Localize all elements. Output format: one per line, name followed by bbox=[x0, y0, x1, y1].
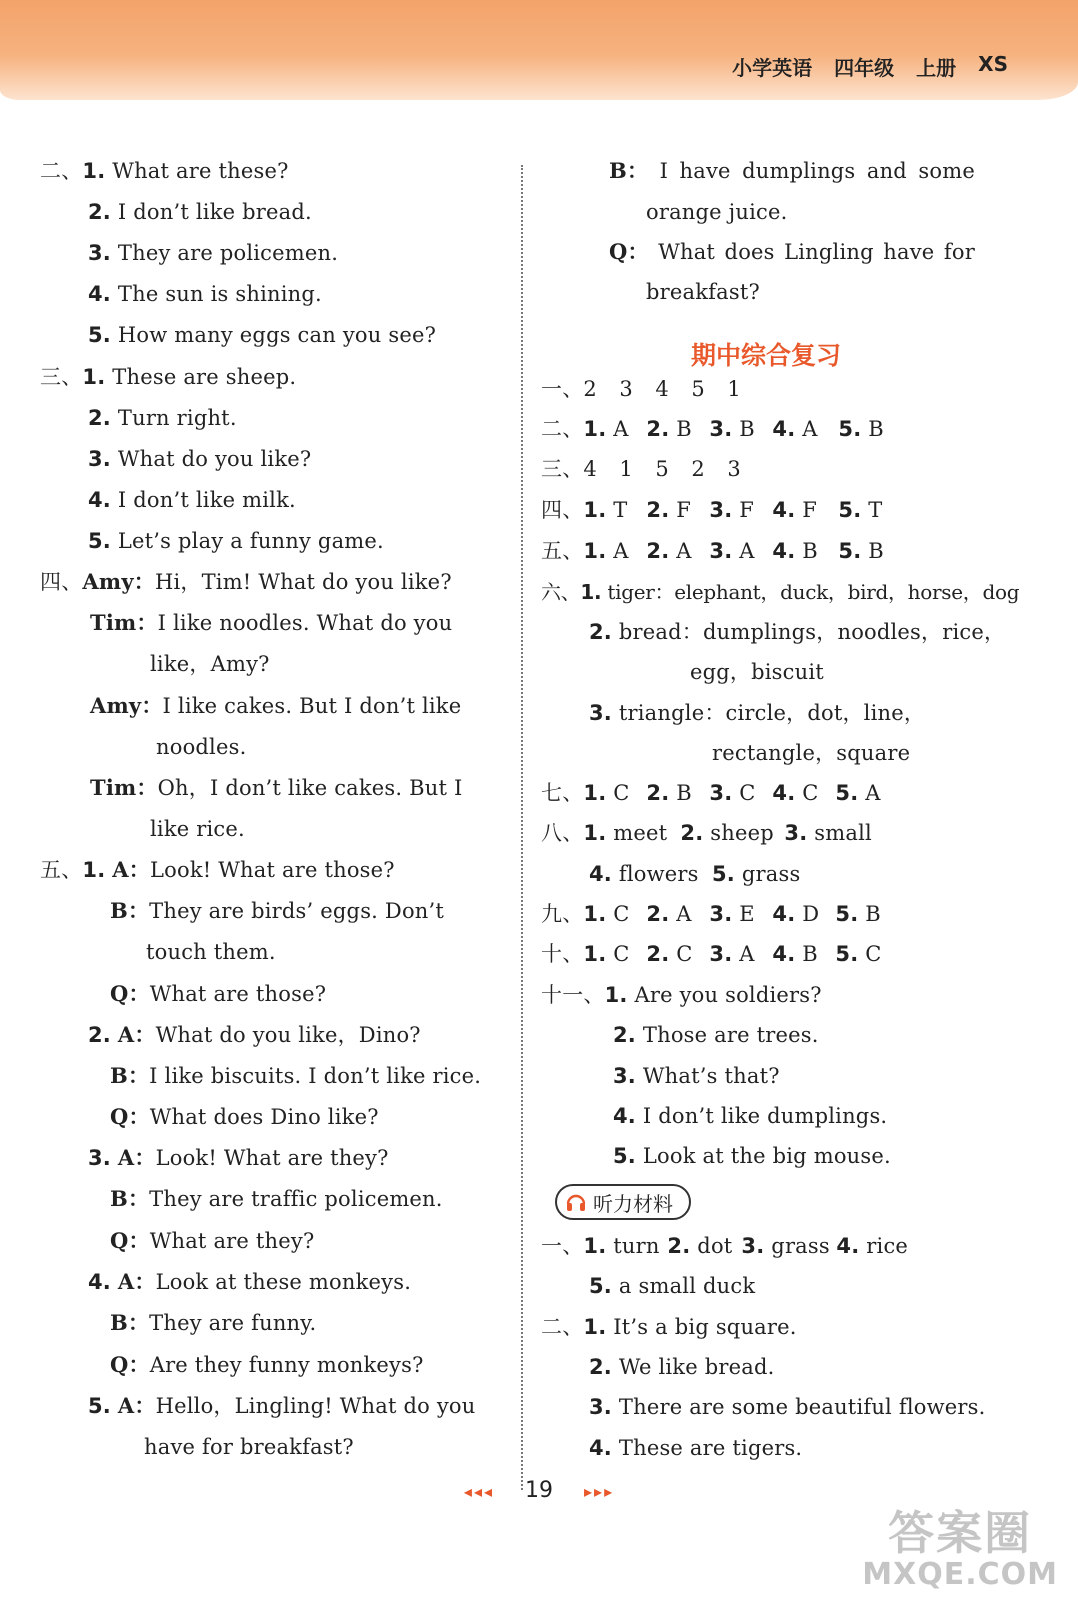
speaker: Amy： bbox=[82, 569, 155, 594]
midterm-row-4 bbox=[541, 497, 883, 523]
item-number: 2. bbox=[88, 1023, 111, 1047]
dialogue-text: What does Dino like? bbox=[149, 1105, 379, 1129]
answer-cell: 5 bbox=[655, 457, 669, 481]
answer-cell: 3 bbox=[727, 457, 741, 481]
answer-cell: 1 bbox=[619, 457, 633, 481]
section-4-row-5 bbox=[156, 734, 246, 760]
dialogue-text: They are funny. bbox=[149, 1311, 317, 1335]
answer-cell: T bbox=[613, 498, 628, 522]
answer-text: I don’t like bread. bbox=[117, 200, 312, 224]
section-3-row-5 bbox=[88, 528, 384, 554]
answer-cell: C bbox=[613, 781, 630, 805]
item-number: 5. bbox=[838, 417, 862, 441]
section-5-row-14 bbox=[88, 1393, 476, 1419]
section-5-row-1 bbox=[40, 857, 395, 883]
word: and bbox=[866, 159, 907, 183]
item-number: 2. bbox=[613, 1023, 636, 1047]
item-number: 5. bbox=[613, 1144, 636, 1168]
answer-cell: 4 bbox=[655, 377, 669, 401]
section-3-row-3 bbox=[88, 446, 311, 472]
answer-cell: dot bbox=[697, 1234, 733, 1258]
item-number: 1. bbox=[583, 1315, 607, 1339]
item-number: 2. bbox=[646, 498, 670, 522]
section-5-row-11 bbox=[88, 1269, 411, 1295]
answer-cell: 1 bbox=[727, 377, 741, 401]
item-number: 2. bbox=[646, 902, 670, 926]
answer-cell: A bbox=[865, 781, 881, 805]
answer-cell: 2 bbox=[691, 457, 705, 481]
dialogue-text: They are birds’ eggs. Don’t bbox=[149, 899, 445, 923]
section-5-row-12 bbox=[110, 1310, 316, 1336]
answer-text: It’s a big square. bbox=[613, 1315, 797, 1339]
answer-cell: turn bbox=[613, 1234, 660, 1258]
item-number: 1. bbox=[583, 539, 607, 563]
answer-cell: a small duck bbox=[618, 1274, 756, 1298]
item-number: 2. bbox=[667, 1234, 691, 1258]
item-number: 1. bbox=[604, 983, 628, 1007]
word: I bbox=[659, 159, 669, 183]
dialogue-text: noodles. bbox=[156, 735, 247, 759]
item-number: 5. bbox=[835, 902, 859, 926]
answer-text: How many eggs can you see? bbox=[117, 323, 437, 347]
answer-text: rectangle，square bbox=[712, 741, 911, 765]
section-5-row-7 bbox=[110, 1104, 379, 1130]
answer-cell: A bbox=[739, 942, 755, 966]
section-4-row-4 bbox=[90, 693, 461, 719]
answer-cell: A bbox=[676, 539, 692, 563]
item-number: 5. bbox=[88, 1394, 111, 1418]
answer-cell: A bbox=[613, 417, 629, 441]
answer-cell: 5 bbox=[691, 377, 705, 401]
item-number: 4. bbox=[613, 1104, 636, 1128]
item-number: 5. bbox=[835, 781, 859, 805]
answer-text: These are tigers. bbox=[618, 1436, 803, 1460]
header-meta bbox=[732, 52, 1008, 81]
item-number: 4. bbox=[88, 488, 111, 512]
item-number: 3. bbox=[709, 498, 733, 522]
item-number: 1. bbox=[583, 942, 607, 966]
continued-row-1 bbox=[609, 158, 975, 184]
listening-2-row-3 bbox=[589, 1394, 985, 1420]
answer-cell: F bbox=[802, 498, 818, 522]
item-number: 4. bbox=[88, 282, 111, 306]
speaker: B： bbox=[110, 898, 150, 923]
answer-cell: F bbox=[739, 498, 755, 522]
watermark bbox=[862, 1497, 1058, 1592]
item-number: 5. bbox=[88, 323, 111, 347]
answer-cell: flowers bbox=[618, 862, 699, 886]
answer-text: What are these? bbox=[112, 159, 289, 183]
answer-text: We like bread. bbox=[618, 1355, 775, 1379]
answer-text: I don’t like milk. bbox=[117, 488, 296, 512]
answer-cell: A bbox=[676, 902, 692, 926]
item-number: 1. bbox=[82, 858, 106, 882]
answer-text: tiger：elephant，duck，bird，horse，dog bbox=[607, 580, 1020, 604]
answer-text: bread：dumplings，noodles，rice， bbox=[618, 620, 1006, 644]
item-number: 3. bbox=[709, 417, 733, 441]
speaker: Q： bbox=[110, 1228, 150, 1253]
speaker: Q： bbox=[110, 1352, 150, 1377]
speaker: A： bbox=[117, 1022, 156, 1047]
dialogue-text: Are they funny monkeys? bbox=[149, 1353, 424, 1377]
midterm-row-5 bbox=[541, 538, 884, 564]
column-divider bbox=[521, 165, 523, 1490]
section-8-row-2 bbox=[589, 861, 800, 887]
item-number: 3. bbox=[709, 942, 733, 966]
answer-cell: F bbox=[676, 498, 692, 522]
answer-text: Look at the big mouse. bbox=[642, 1144, 891, 1168]
prev-arrows: ◂◂◂ bbox=[463, 1482, 494, 1501]
answer-cell: B bbox=[865, 902, 881, 926]
dialogue-text: have for breakfast? bbox=[144, 1435, 354, 1459]
item-number: 4. bbox=[88, 1270, 111, 1294]
dialogue-text: Look! What are they? bbox=[155, 1146, 389, 1170]
answer-cell: B bbox=[676, 417, 692, 441]
dialogue-text: Oh，I don’t like cakes. But I bbox=[157, 776, 463, 800]
answer-cell: 3 bbox=[619, 377, 633, 401]
section-6-row-4 bbox=[589, 700, 925, 726]
dialogue-text: I like biscuits. I don’t like rice. bbox=[149, 1064, 482, 1088]
answer-cell: B bbox=[868, 539, 884, 563]
section-mark: 十一、 bbox=[541, 983, 605, 1007]
header-volume: 上册 bbox=[916, 56, 957, 80]
item-number: 5. bbox=[838, 539, 862, 563]
section-8-row-1 bbox=[541, 820, 872, 846]
midterm-review-title: 期中综合复习 bbox=[691, 341, 842, 370]
dialogue-text: like rice. bbox=[150, 817, 245, 841]
item-number: 5. bbox=[835, 942, 859, 966]
item-number: 4. bbox=[772, 539, 796, 563]
item-number: 4. bbox=[772, 417, 796, 441]
dialogue-text: Look at these monkeys. bbox=[155, 1270, 412, 1294]
section-5-row-4 bbox=[110, 981, 326, 1007]
dialogue-text: Hello，Lingling! What do you bbox=[155, 1394, 476, 1418]
section-mark: 一、 bbox=[541, 377, 584, 401]
section-5-row-5 bbox=[88, 1022, 421, 1048]
item-number: 2. bbox=[646, 539, 670, 563]
answer-cell: C bbox=[613, 942, 630, 966]
dialogue-text: What are those? bbox=[149, 982, 327, 1006]
item-number: 5. bbox=[838, 498, 862, 522]
answer-cell: grass bbox=[771, 1234, 830, 1258]
speaker: A： bbox=[112, 857, 150, 882]
item-number: 4. bbox=[836, 1234, 860, 1258]
section-mark: 五、 bbox=[541, 539, 584, 563]
section-mark: 八、 bbox=[541, 821, 584, 845]
section-mark: 二、 bbox=[541, 1315, 584, 1339]
item-number: 1. bbox=[82, 365, 106, 389]
midterm-row-1 bbox=[541, 376, 741, 402]
item-number: 5. bbox=[712, 862, 735, 886]
section-9-row bbox=[541, 901, 881, 927]
item-number: 3. bbox=[88, 447, 111, 471]
section-mark: 四、 bbox=[541, 498, 584, 522]
item-number: 3. bbox=[589, 701, 612, 725]
item-number: 3. bbox=[784, 821, 808, 845]
section-7-row bbox=[541, 780, 881, 806]
answer-cell: C bbox=[865, 942, 882, 966]
item-number: 4. bbox=[589, 862, 612, 886]
section-3-row-2 bbox=[88, 405, 237, 431]
page-number: 19 bbox=[525, 1478, 553, 1503]
item-number: 4. bbox=[772, 498, 796, 522]
section-2-row-4 bbox=[88, 281, 322, 307]
word: some bbox=[918, 159, 975, 183]
dialogue-text: Look! What are those? bbox=[150, 858, 395, 882]
speaker: A： bbox=[117, 1145, 156, 1170]
answer-cell: T bbox=[868, 498, 883, 522]
speaker: Tim： bbox=[90, 610, 158, 635]
dialogue-text: What do you like，Dino? bbox=[155, 1023, 421, 1047]
section-3-row-1 bbox=[40, 364, 296, 390]
section-5-row-2 bbox=[110, 898, 444, 924]
answer-text: What’s that? bbox=[642, 1064, 780, 1088]
item-number: 1. bbox=[583, 821, 607, 845]
section-6-row-1 bbox=[541, 579, 1019, 605]
item-number: 2. bbox=[589, 620, 612, 644]
item-number: 3. bbox=[709, 902, 733, 926]
listening-2-row-1 bbox=[541, 1314, 797, 1340]
speaker: A： bbox=[117, 1269, 156, 1294]
answer-cell: A bbox=[739, 539, 755, 563]
speaker: Tim： bbox=[90, 775, 158, 800]
section-5-row-9 bbox=[110, 1186, 443, 1212]
section-mark: 五、 bbox=[40, 858, 83, 882]
header-subject: 小学英语 bbox=[732, 56, 813, 80]
header-edition: XS bbox=[978, 52, 1008, 76]
midterm-row-2 bbox=[541, 416, 884, 442]
speaker: A： bbox=[117, 1393, 156, 1418]
speaker: B： bbox=[110, 1310, 150, 1335]
section-mark: 六、 bbox=[541, 580, 581, 604]
listening-2-row-4 bbox=[589, 1435, 802, 1461]
item-number: 2. bbox=[88, 200, 111, 224]
answer-text: They are policemen. bbox=[117, 241, 339, 265]
answer-cell: 4 bbox=[583, 457, 597, 481]
section-6-row-5 bbox=[712, 740, 910, 766]
section-11-row-3 bbox=[613, 1063, 780, 1089]
answer-text: Turn right. bbox=[117, 406, 237, 430]
speaker: B： bbox=[110, 1186, 150, 1211]
item-number: 5. bbox=[589, 1274, 612, 1298]
answer-cell: rice bbox=[866, 1234, 909, 1258]
item-number: 2. bbox=[589, 1355, 612, 1379]
section-mark: 一、 bbox=[541, 1234, 584, 1258]
item-number: 2. bbox=[646, 942, 670, 966]
word: dumplings bbox=[742, 159, 856, 183]
speaker: B： bbox=[110, 1063, 150, 1088]
answer-cell: E bbox=[739, 902, 755, 926]
section-mark: 二、 bbox=[40, 159, 83, 183]
section-mark: 二、 bbox=[541, 417, 584, 441]
item-number: 4. bbox=[589, 1436, 612, 1460]
section-5-row-10 bbox=[110, 1228, 314, 1254]
answer-cell: A bbox=[802, 417, 818, 441]
answer-text: The sun is shining. bbox=[117, 282, 322, 306]
answer-cell: C bbox=[613, 902, 630, 926]
watermark-url: MXQE.COM bbox=[862, 1557, 1058, 1592]
item-number: 2. bbox=[646, 781, 670, 805]
section-mark: 十、 bbox=[541, 942, 584, 966]
watermark-stamp: 答案圈 bbox=[888, 1506, 1033, 1560]
answer-text: triangle：circle，dot，line， bbox=[618, 701, 926, 725]
midterm-row-3 bbox=[541, 456, 741, 482]
section-11-row-1 bbox=[541, 982, 822, 1008]
item-number: 1. bbox=[583, 498, 607, 522]
answer-cell: B bbox=[676, 781, 692, 805]
section-4-row-1 bbox=[40, 569, 452, 595]
speaker: Q： bbox=[609, 239, 649, 264]
header-band bbox=[0, 0, 1078, 100]
next-arrows: ▸▸▸ bbox=[584, 1482, 615, 1501]
section-6-row-2 bbox=[589, 619, 1005, 645]
section-11-row-4 bbox=[613, 1103, 887, 1129]
word: have bbox=[679, 159, 731, 183]
answer-cell: small bbox=[814, 821, 872, 845]
listening-2-row-2 bbox=[589, 1354, 774, 1380]
listening-label: 听力材料 bbox=[593, 1191, 673, 1216]
dialogue-text: I like noodles. What do you bbox=[157, 611, 453, 635]
item-number: 1. bbox=[580, 580, 602, 604]
item-number: 2. bbox=[646, 417, 670, 441]
speaker: Q： bbox=[110, 981, 150, 1006]
speaker: Q： bbox=[110, 1104, 150, 1129]
item-number: 3. bbox=[741, 1234, 765, 1258]
item-number: 3. bbox=[589, 1395, 612, 1419]
section-11-row-5 bbox=[613, 1143, 891, 1169]
dialogue-text: They are traffic policemen. bbox=[149, 1187, 443, 1211]
item-number: 3. bbox=[88, 241, 111, 265]
continued-row-2 bbox=[646, 199, 788, 225]
section-5-row-15 bbox=[144, 1434, 354, 1460]
answer-cell: sheep bbox=[710, 821, 774, 845]
item-number: 1. bbox=[82, 159, 106, 183]
item-number: 3. bbox=[709, 539, 733, 563]
answer-cell: B bbox=[802, 539, 818, 563]
item-number: 2. bbox=[88, 406, 111, 430]
word: have bbox=[883, 240, 935, 264]
dialogue-text: What are they? bbox=[149, 1229, 315, 1253]
item-number: 4. bbox=[772, 942, 796, 966]
section-4-row-3 bbox=[150, 651, 270, 677]
item-number: 3. bbox=[709, 781, 733, 805]
section-4-row-7 bbox=[150, 816, 245, 842]
item-number: 4. bbox=[772, 781, 796, 805]
header-grade: 四年级 bbox=[834, 56, 895, 80]
answer-text: There are some beautiful flowers. bbox=[618, 1395, 986, 1419]
section-10-row bbox=[541, 941, 882, 967]
continued-row-4 bbox=[646, 279, 760, 305]
section-mark: 四、 bbox=[40, 570, 83, 594]
section-mark: 三、 bbox=[40, 365, 83, 389]
section-3-row-4 bbox=[88, 487, 296, 513]
continued-row-3 bbox=[609, 239, 975, 265]
section-2-row-1 bbox=[40, 158, 289, 184]
item-number: 3. bbox=[88, 1146, 111, 1170]
section-mark: 九、 bbox=[541, 902, 584, 926]
item-number: 4. bbox=[772, 902, 796, 926]
answer-text: These are sheep. bbox=[112, 365, 297, 389]
answer-text: Let’s play a funny game. bbox=[117, 529, 384, 553]
answer-cell: B bbox=[802, 942, 818, 966]
answer-cell: B bbox=[868, 417, 884, 441]
item-number: 5. bbox=[88, 529, 111, 553]
speaker: Amy： bbox=[90, 693, 163, 718]
word: What bbox=[658, 240, 716, 264]
item-number: 1. bbox=[583, 781, 607, 805]
dialogue-text: orange juice. bbox=[646, 200, 788, 224]
section-5-row-13 bbox=[110, 1352, 424, 1378]
answer-text: I don’t like dumplings. bbox=[642, 1104, 888, 1128]
section-5-row-6 bbox=[110, 1063, 481, 1089]
word: Lingling bbox=[784, 240, 874, 264]
dialogue-text: touch them. bbox=[146, 940, 276, 964]
section-5-row-8 bbox=[88, 1145, 389, 1171]
section-2-row-2 bbox=[88, 199, 312, 225]
answer-cell: A bbox=[613, 539, 629, 563]
item-number: 1. bbox=[583, 902, 607, 926]
answer-text: egg，biscuit bbox=[690, 660, 824, 684]
answer-cell: C bbox=[739, 781, 756, 805]
dialogue-text: like，Amy? bbox=[150, 652, 270, 676]
answer-cell: C bbox=[676, 942, 693, 966]
item-number: 3. bbox=[613, 1064, 636, 1088]
answer-text: What do you like? bbox=[117, 447, 312, 471]
answer-cell: C bbox=[802, 781, 819, 805]
section-mark: 三、 bbox=[541, 457, 584, 481]
word: for bbox=[943, 240, 975, 264]
section-4-row-2 bbox=[90, 610, 452, 636]
answer-cell: meet bbox=[613, 821, 668, 845]
section-2-row-5 bbox=[88, 322, 436, 348]
answer-text: Those are trees. bbox=[642, 1023, 819, 1047]
dialogue-text: Hi，Tim! What do you like? bbox=[154, 570, 452, 594]
item-number: 1. bbox=[583, 1234, 607, 1258]
dialogue-text: I like cakes. But I don’t like bbox=[162, 694, 462, 718]
listening-material-badge bbox=[555, 1184, 691, 1220]
section-2-row-3 bbox=[88, 240, 338, 266]
listening-1-row-2 bbox=[589, 1273, 755, 1299]
section-6-row-3 bbox=[690, 659, 824, 685]
answer-text: Are you soldiers? bbox=[634, 983, 822, 1007]
answer-cell: D bbox=[802, 902, 820, 926]
dialogue-text: breakfast? bbox=[646, 280, 760, 304]
item-number: 1. bbox=[583, 417, 607, 441]
section-4-row-6 bbox=[90, 775, 463, 801]
answer-cell: grass bbox=[741, 862, 801, 886]
answer-cell: B bbox=[739, 417, 755, 441]
item-number: 2. bbox=[680, 821, 704, 845]
answer-cell: 2 bbox=[583, 377, 597, 401]
word: does bbox=[724, 240, 775, 264]
speaker: B： bbox=[609, 158, 649, 183]
section-mark: 七、 bbox=[541, 781, 584, 805]
section-11-row-2 bbox=[613, 1022, 819, 1048]
section-5-row-3 bbox=[146, 939, 276, 965]
listening-1-row-1 bbox=[541, 1233, 908, 1259]
headphones-icon bbox=[565, 1191, 587, 1213]
